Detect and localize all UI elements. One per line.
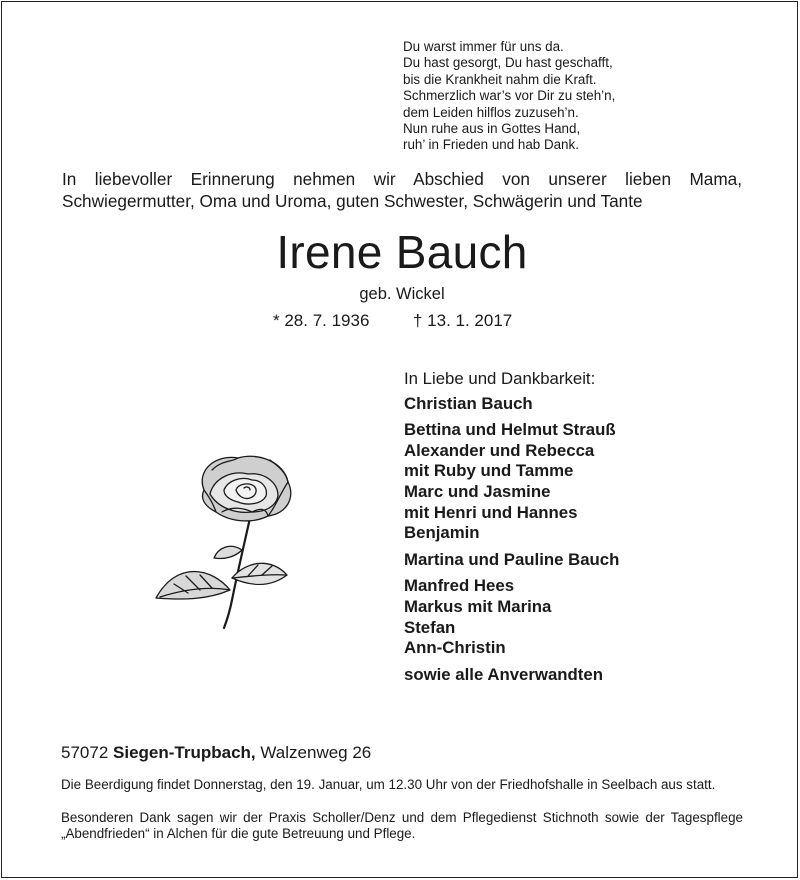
mourner-line: Markus mit Marina — [404, 596, 552, 616]
mourner-line: mit Ruby und Tamme — [404, 461, 574, 481]
mourner-line: Ann-Christin — [404, 638, 506, 658]
mourner-line: Stefan — [404, 617, 456, 637]
mourners-lead: In Liebe und Dankbarkeit: — [404, 369, 596, 388]
poem-line: Schmerzlich war’s vor Dir zu steh’n, — [403, 88, 616, 104]
address — [61, 742, 371, 764]
poem-line: Du warst immer für uns da. — [403, 39, 564, 54]
mourner-line: Bettina und Helmut Strauß — [404, 420, 616, 440]
death-date: † 13. 1. 2017 — [413, 311, 513, 330]
city: Siegen-Trupbach, — [113, 743, 256, 762]
mourner-line: Christian Bauch — [404, 393, 533, 413]
poem-line: Nun ruhe aus in Gottes Hand, — [403, 121, 581, 137]
mourner-line: mit Henri und Hannes — [404, 502, 578, 522]
birth-name: geb. Wickel — [359, 285, 445, 303]
street: Walzenweg 26 — [260, 743, 372, 762]
deceased-name: Irene Bauch — [276, 226, 528, 278]
intro-text: In liebevoller Erinnerung nehmen wir Abschied von unserer lieben Mama, Schwiegermutter, Oma und Uroma, guten Schwester, Schwägerin und Tante — [62, 169, 742, 211]
mourner-line: sowie alle Anverwandten — [404, 664, 603, 684]
rose-icon — [152, 450, 312, 632]
funeral-notice: Die Beerdigung findet Donnerstag, den 19. Januar, um 12.30 Uhr von der Friedhofshalle in Seelbach aus statt. — [61, 777, 716, 792]
poem-line: Du hast gesorgt, Du hast geschafft, — [403, 55, 613, 71]
thanks-notice: Besonderen Dank sagen wir der Praxis Scholler/Denz und dem Pflegedienst Stichnoth sowie der Tagespflege „Abendfrieden“ in Alchen für die gute Betreuung und Pflege. — [61, 810, 743, 841]
poem-line: dem Leiden hilflos zuzuseh’n. — [403, 104, 579, 120]
mourners-list — [404, 369, 764, 685]
mourner-line: Manfred Hees — [404, 576, 515, 596]
poem-line: ruh’ in Frieden und hab Dank. — [403, 137, 579, 153]
poem-line: bis die Krankheit nahm die Kraft. — [403, 71, 597, 87]
birth-date: * 28. 7. 1936 — [273, 311, 370, 330]
obituary-notice — [1, 1, 798, 878]
mourner-line: Alexander und Rebecca — [404, 440, 595, 460]
mourner-line: Martina und Pauline Bauch — [404, 549, 620, 569]
postcode: 57072 — [61, 743, 109, 762]
mourner-line: Marc und Jasmine — [404, 481, 551, 501]
poem — [403, 39, 703, 154]
mourner-line: Benjamin — [404, 523, 480, 543]
